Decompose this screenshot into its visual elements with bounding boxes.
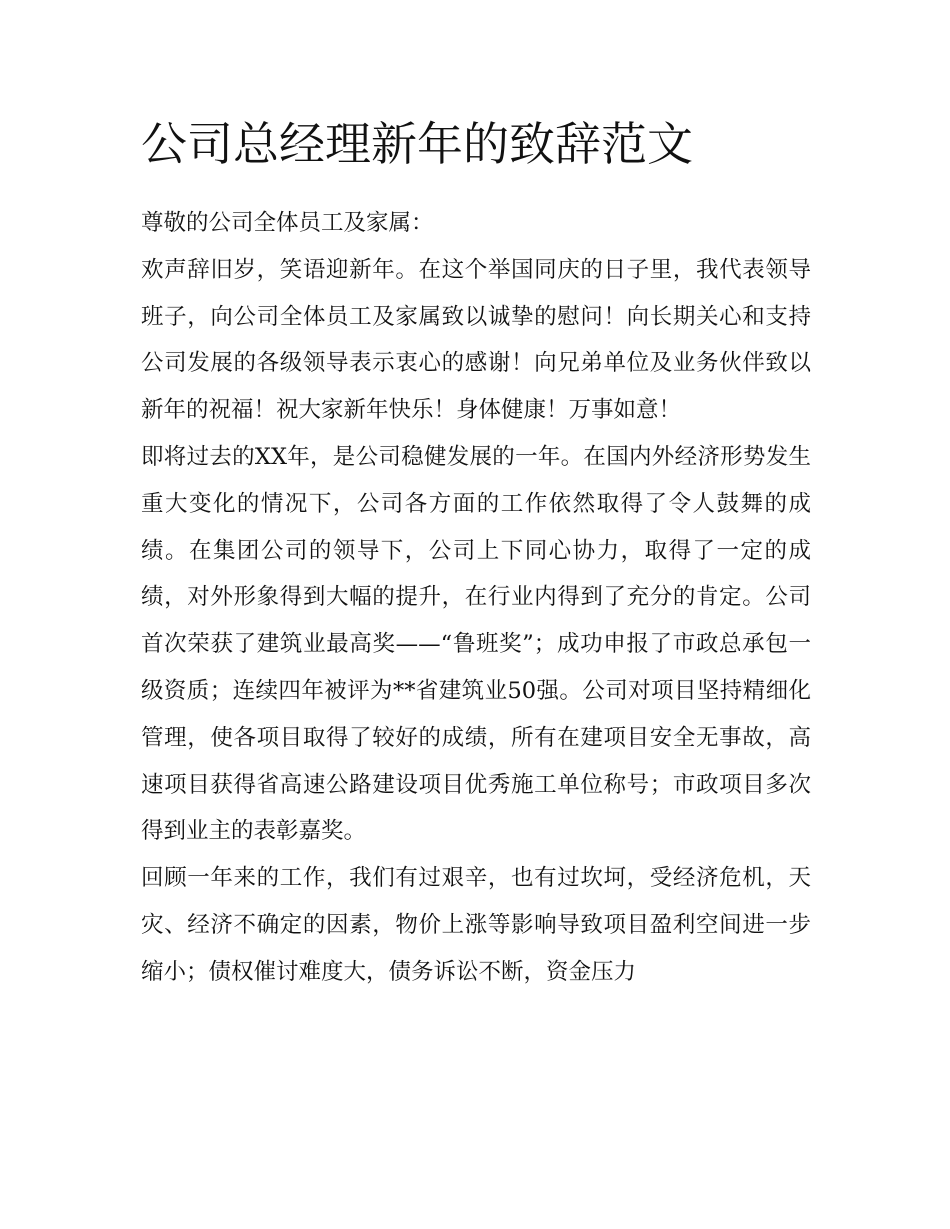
paragraph-greeting: 欢声辞旧岁，笑语迎新年。在这个举国同庆的日子里，我代表领导班子，向公司全体员工及家属致以诚挚的慰问！向长期关心和支持公司发展的各级领导表示衷心的感谢！向兄弟单位及业务伙伴致以新年的祝福！祝大家新年快乐！身体健康！万事如意！ (141, 256, 811, 424)
document-body (141, 200, 811, 996)
salutation: 尊敬的公司全体员工及家属： (141, 210, 434, 236)
paragraph-review: 回顾一年来的工作，我们有过艰辛，也有过坎坷，受经济危机，天灾、经济不确定的因素，物价上涨等影响导致项目盈利空间进一步缩小；债权催讨难度大，债务诉讼不断，资金压力 (141, 865, 811, 985)
document-title: 公司总经理新年的致辞范文 (141, 117, 693, 171)
paragraph-achievements: 即将过去的XX年，是公司稳健发展的一年。在国内外经济形势发生重大变化的情况下，公司各方面的工作依然取得了令人鼓舞的成绩。在集团公司的领导下，公司上下同心协力，取得了一定的成绩，对外形象得到大幅的提升，在行业内得到了充分的肯定。公司首次荣获了建筑业最高奖——“鲁班奖”；成功申报了市政总承包一级资质；连续四年被评为**省建筑业50强。公司对项目坚持精细化管理，使各项目取得了较好的成绩，所有在建项目安全无事故，高速项目获得省高速公路建设项目优秀施工单位称号；市政项目多次得到业主的表彰嘉奖。 (141, 443, 811, 845)
